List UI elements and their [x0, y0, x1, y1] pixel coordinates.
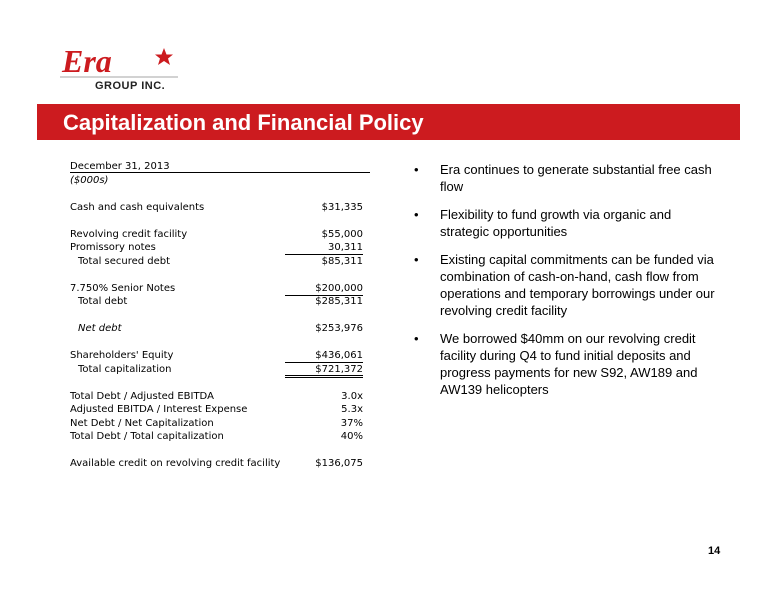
row-value: 30,311	[328, 242, 363, 253]
table-row	[70, 417, 370, 431]
row-value: 40%	[340, 431, 363, 442]
row-label: Net Debt / Net Capitalization	[70, 417, 214, 429]
bullet-icon: •	[414, 331, 419, 346]
spacer	[70, 214, 370, 228]
bullet-list	[412, 161, 722, 409]
row-label: Total capitalization	[78, 363, 172, 375]
table-row	[70, 241, 370, 255]
row-value: $253,976	[315, 323, 363, 334]
bullet-text: Flexibility to fund growth via organic and strategic opportunities	[440, 207, 672, 239]
era-logo-mark	[60, 44, 190, 78]
table-row	[70, 430, 370, 444]
row-value: 37%	[340, 417, 363, 429]
bullet-icon: •	[414, 252, 419, 267]
row-label: Total secured debt	[78, 255, 171, 267]
table-row	[70, 363, 370, 377]
row-value: 5.3x	[341, 404, 363, 415]
title-bar	[37, 104, 740, 140]
bullet-item	[412, 251, 722, 319]
row-value: $285,311	[315, 296, 363, 307]
era-logo	[60, 44, 190, 96]
row-label: Promissory notes	[70, 242, 156, 253]
table-header-units	[70, 174, 370, 188]
row-value: $721,372	[315, 363, 363, 375]
row-label: Cash and cash equivalents	[70, 201, 205, 213]
row-label: Net debt	[78, 323, 122, 334]
bullet-text: Era continues to generate substantial free cash flow	[440, 162, 712, 194]
star-icon	[155, 48, 173, 65]
header-date: December 31, 2013	[70, 161, 170, 172]
svg-text:Era: Era	[62, 44, 112, 78]
spacer	[70, 268, 370, 282]
bullet-item	[412, 330, 722, 398]
row-label: Shareholders' Equity	[70, 350, 174, 361]
table-row	[70, 457, 370, 471]
row-label: Total Debt / Total capitalization	[70, 431, 224, 442]
bullet-item	[412, 206, 722, 240]
page-number: 14	[708, 545, 721, 557]
row-label: Available credit on revolving credit facility	[70, 458, 281, 469]
page-title: Capitalization and Financial Policy	[63, 110, 424, 135]
spacer	[70, 187, 370, 201]
row-value: $136,075	[315, 458, 363, 469]
bullet-text: We borrowed $40mm on our revolving credit facility during Q4 to fund initial deposits and progress payments for new S92, AW189 and AW139 helicopters	[440, 331, 698, 397]
table-row	[70, 201, 370, 215]
bullet-icon: •	[414, 162, 419, 177]
spacer	[70, 376, 370, 390]
table-row	[70, 403, 370, 417]
logo-subtitle: GROUP INC.	[95, 80, 166, 92]
spacer	[70, 444, 370, 458]
row-label: Adjusted EBITDA / Interest Expense	[70, 404, 248, 415]
row-value: $200,000	[315, 282, 363, 294]
row-value: $436,061	[315, 350, 363, 361]
table-row	[70, 322, 370, 336]
row-value: $55,000	[321, 228, 363, 240]
table-row	[70, 295, 370, 309]
row-value: 3.0x	[341, 390, 363, 402]
spacer	[70, 309, 370, 323]
bullet-text: Existing capital commitments can be funded via combination of cash-on-hand, cash flow from operations and temporary borrowings under our revolving credit facility	[440, 252, 715, 318]
spacer	[70, 336, 370, 350]
row-label: Revolving credit facility	[70, 228, 188, 240]
row-label: Total debt	[78, 296, 128, 307]
table-row	[70, 282, 370, 296]
bullet-icon: •	[414, 207, 419, 222]
row-value: $85,311	[321, 255, 363, 267]
table-row	[70, 228, 370, 242]
bullet-item	[412, 161, 722, 195]
row-label: Total Debt / Adjusted EBITDA	[70, 390, 214, 402]
row-label: 7.750% Senior Notes	[70, 282, 176, 294]
header-units: ($000s)	[70, 174, 109, 186]
table-row	[70, 349, 370, 363]
capitalization-table	[70, 160, 370, 471]
table-row	[70, 255, 370, 269]
table-row	[70, 390, 370, 404]
row-value: $31,335	[321, 201, 363, 213]
